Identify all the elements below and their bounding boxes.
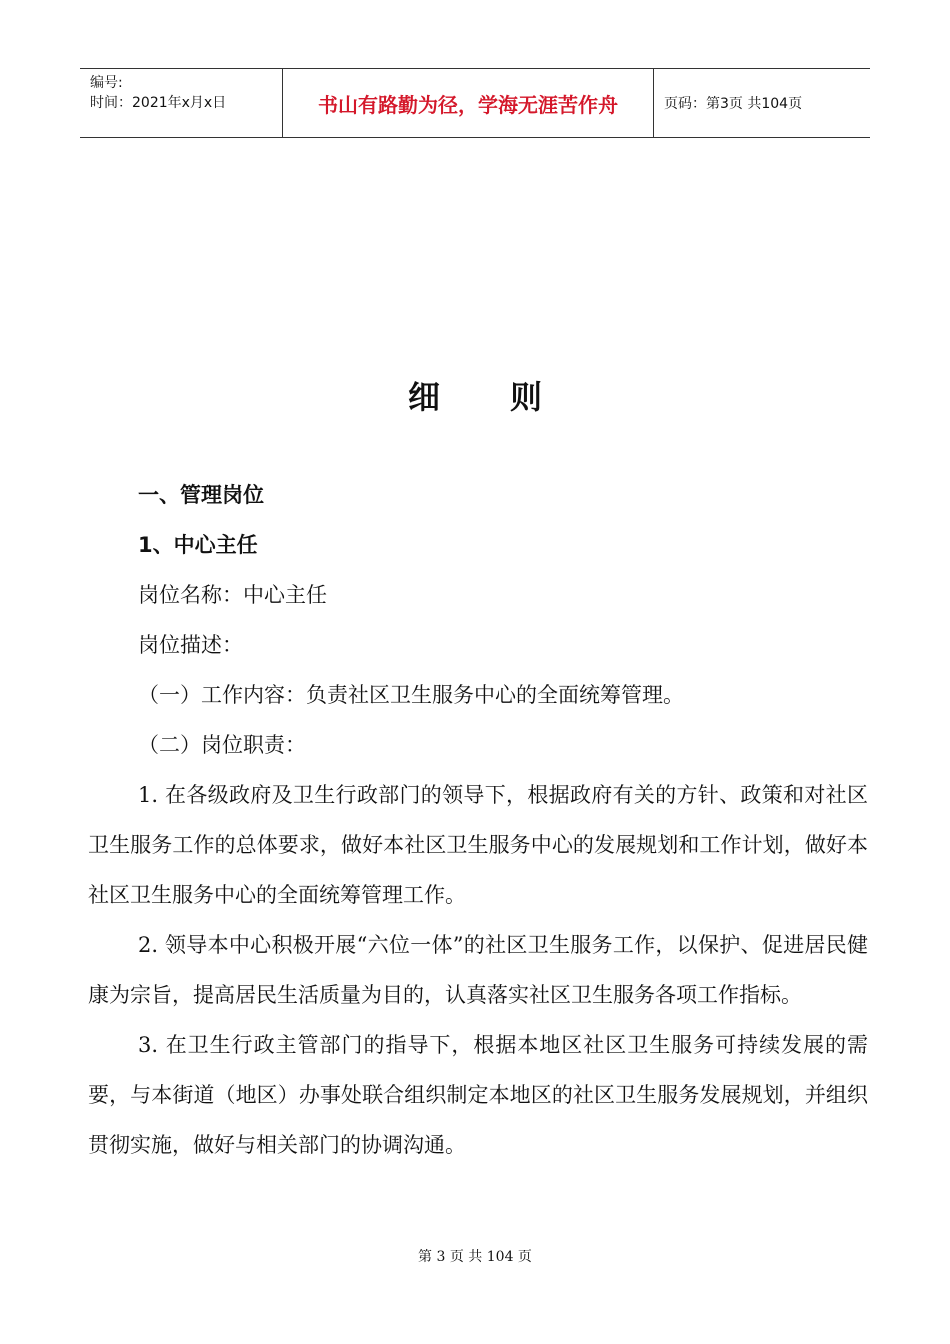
header-meta — [80, 69, 282, 137]
header-page-info: 页码：第3页 共104页 — [664, 96, 803, 112]
code-label: 编号: — [90, 75, 123, 91]
document-body — [88, 470, 868, 1170]
duty-paragraph-2: 2. 领导本中心积极开展“六位一体”的社区卫生服务工作，以保护、促进居民健康为宗旨，提高居民生活质量为目的，认真落实社区卫生服务各项工作指标。 — [88, 933, 868, 1007]
position-desc: 岗位描述： — [138, 633, 243, 657]
document-title: 细则 — [407, 378, 612, 416]
duty-paragraph-3: 3. 在卫生行政主管部门的指导下，根据本地区社区卫生服务可持续发展的需要，与本街道（地区）办事处联合组织制定本地区的社区卫生服务发展规划，并组织贯彻实施，做好与相关部门的协调沟通。 — [88, 1033, 868, 1157]
work-content: （一）工作内容：负责社区卫生服务中心的全面统筹管理。 — [138, 683, 684, 707]
header-motto: 书山有路勤为径，学海无涯苦作舟 — [282, 69, 654, 137]
time-label: 时间：2021年x月x日 — [90, 95, 227, 111]
page-header — [80, 68, 870, 138]
sub-heading: 1、中心主任 — [138, 533, 258, 557]
position-name: 岗位名称：中心主任 — [138, 583, 327, 607]
section-heading: 一、管理岗位 — [138, 483, 264, 507]
duties-label: （二）岗位职责： — [138, 733, 306, 757]
page-footer: 第 3 页 共 104 页 — [418, 1249, 532, 1265]
duty-paragraph-1: 1. 在各级政府及卫生行政部门的领导下，根据政府有关的方针、政策和对社区卫生服务工作的总体要求，做好本社区卫生服务中心的发展规划和工作计划，做好本社区卫生服务中心的全面统筹管理工作。 — [88, 783, 868, 907]
